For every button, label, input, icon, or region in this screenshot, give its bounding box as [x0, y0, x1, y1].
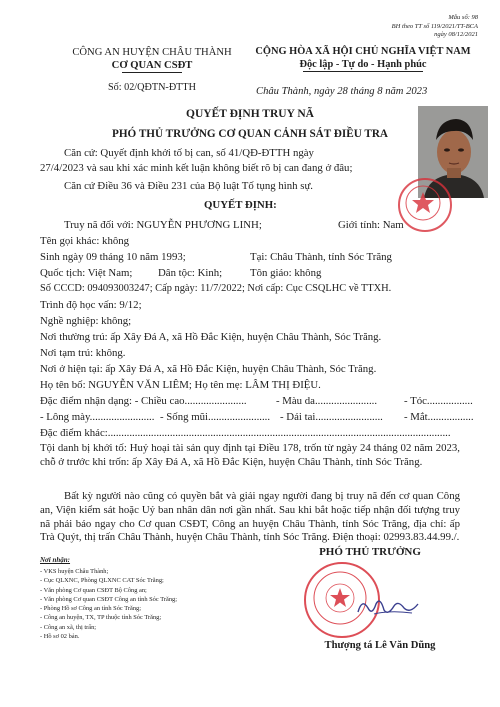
recipients-list: [40, 567, 177, 641]
basis-2: Căn cứ Điều 36 và Điều 231 của Bộ luật Tố tụng hình sự.: [64, 180, 313, 192]
recipient-item: - Hồ sơ 02 bản.: [40, 633, 80, 641]
education: Trình độ học vấn: 9/12;: [40, 299, 142, 311]
alias: Tên gọi khác: không: [40, 235, 130, 247]
recipient-item: - Phòng Hồ sơ Công an tỉnh Sóc Trăng;: [40, 605, 142, 613]
permanent-residence: Nơi thường trú: ấp Xây Đá A, xã Hồ Đắc Kiện, huyện Châu Thành, Sóc Trăng.: [40, 331, 382, 343]
recipient-item: - Công an huyện, TX, TP thuộc tỉnh Sóc Trăng;: [40, 614, 162, 622]
gender: Giới tính: Nam: [338, 219, 404, 231]
wanted-name: Truy nã đối với: NGUYỄN PHƯƠNG LINH;: [64, 219, 262, 231]
decision-heading: QUYẾT ĐỊNH:: [204, 199, 277, 211]
crime-paragraph: Tội danh bị khởi tố: Huỷ hoại tài sản quy định tại Điều 178, trốn từ ngày 24 tháng 02 năm 2023, chỗ ở trước khi trốn: ấp Xây Đá A, xã Hồ Đắc Kiện, huyện Châu Thành, tỉnh Sóc Trăng.: [40, 442, 460, 468]
place-date: Châu Thành, ngày 28 tháng 8 năm 2023: [256, 86, 428, 97]
basis-1-line-2: 27/4/2023 và sau khi xác minh kết luận không biết rõ bị can đang ở đâu;: [40, 162, 353, 174]
current-residence: Nơi ở hiện tại: ấp Xây Đá A, xã Hồ Đắc Kiện, huyện Châu Thành, Sóc Trăng.: [40, 363, 377, 375]
recipient-item: - Văn phòng Cơ quan CSĐT Công an tỉnh Sóc Trăng;: [40, 595, 177, 603]
recipients-heading: Nơi nhận:: [40, 556, 71, 564]
motto-underline: [303, 71, 423, 72]
notice-paragraph: Bất kỳ người nào cũng có quyền bắt và giải ngay người đang bị truy nã đến cơ quan Công an, Viện kiểm sát hoặc Uỷ ban nhân dân nơi gần nhất. Sau khi bắt hoặc tiếp nhận đối tượng truy nã phải báo ngay cho Cơ quan CSĐT, Công an huyện Châu Thành, tỉnh Sóc Trăng, địa chỉ: ấp Trà Quýt, thị trấn Châu Thành, huyện Châu Thành, tỉnh Sóc Trăng. Điện thoại: 02993.83.44.99./.: [40, 490, 460, 544]
marks-hair: - Tóc.................: [404, 395, 473, 407]
date-of-birth: Sinh ngày 09 tháng 10 năm 1993;: [40, 251, 186, 263]
parents: Họ tên bố: NGUYỄN VĂN LIÊM; Họ tên mẹ: LÂM THỊ ĐIỆU.: [40, 379, 321, 391]
decision-number: Số: 02/QĐTN-ĐTTH: [107, 82, 196, 93]
marks-eye: - Mắt.................: [404, 411, 474, 423]
office-name: CƠ QUAN CSĐT: [111, 60, 193, 71]
occupation: Nghề nghiệp: không;: [40, 315, 132, 327]
marks-ear: - Dái tai.........................: [280, 411, 383, 423]
recipient-item: - Văn phòng Cơ quan CSĐT Bộ Công an;: [40, 586, 147, 594]
id-card: Số CCCD: 094093003247; Cấp ngày: 11/7/2022; Nơi cấp: Cục CSQLHC về TTXH.: [40, 283, 392, 294]
recipient-item: - Cục QLXNC, Phòng QLXNC CAT Sóc Trăng;: [40, 577, 164, 585]
form-circular: BH theo TT số 119/2021/TT-BCA: [391, 22, 478, 30]
motto: Độc lập - Tự do - Hạnh phúc: [299, 59, 427, 70]
signer-name: Thượng tá Lê Văn Dũng: [324, 640, 436, 651]
photo-seal: [398, 178, 452, 232]
marks-eyebrow: - Lông mày........................: [40, 411, 155, 423]
recipient-item: - Công an xã, thị trấn;: [40, 623, 97, 631]
authority-title: PHÓ THỦ TRƯỞNG CƠ QUAN CẢNH SÁT ĐIỀU TRA: [112, 128, 388, 140]
temporary-residence: Nơi tạm trú: không.: [40, 347, 126, 359]
place-of-birth: Tại: Châu Thành, tỉnh Sóc Trăng: [250, 251, 392, 263]
office-underline: [122, 72, 182, 73]
header-right: [248, 46, 478, 72]
form-date: ngày 08/12/2021: [434, 31, 478, 38]
form-number: Mẫu số: 98: [448, 14, 478, 21]
header-left: [52, 47, 252, 93]
document-title: QUYẾT ĐỊNH TRUY NÃ: [186, 108, 314, 120]
basis-1-line-1: Căn cứ: Quyết định khởi tố bị can, số 41/QĐ-ĐTTH ngày: [64, 147, 314, 159]
nation-name: CỘNG HÒA XÃ HỘI CHỦ NGHĨA VIỆT NAM: [255, 46, 471, 57]
agency-name: CÔNG AN HUYỆN CHÂU THÀNH: [72, 47, 232, 58]
religion: Tôn giáo: không: [250, 267, 322, 279]
recipient-item: - VKS huyện Châu Thành;: [40, 568, 109, 575]
other-marks: Đặc điểm khác:...............................................................................................................................: [40, 427, 451, 439]
ethnicity: Dân tộc: Kinh;: [158, 267, 223, 279]
photo-seal-star: [398, 178, 448, 228]
marks-skin: - Màu da.......................: [276, 395, 378, 407]
nationality: Quốc tịch: Việt Nam;: [40, 267, 133, 279]
signature: [354, 594, 424, 620]
marks-nose: - Sống mũi.......................: [160, 411, 271, 423]
signer-title: PHÓ THỦ TRƯỞNG: [319, 546, 421, 558]
marks-height: Đặc điểm nhận dạng: - Chiều cao.......................: [40, 395, 247, 407]
form-reference: [392, 14, 478, 40]
